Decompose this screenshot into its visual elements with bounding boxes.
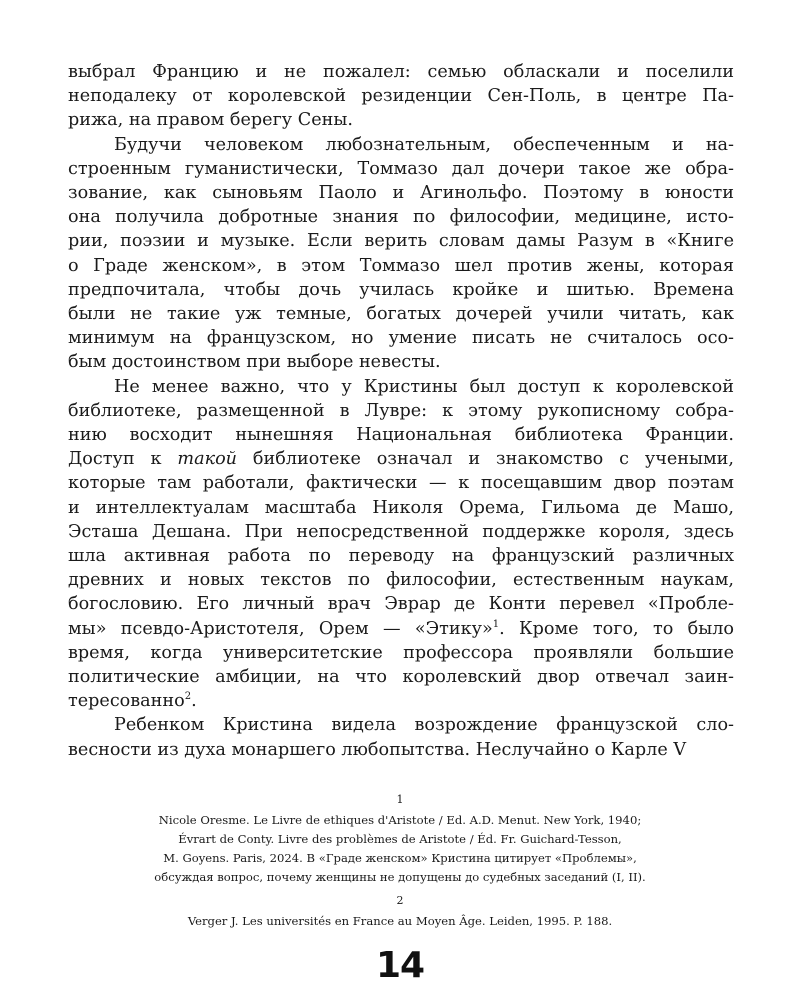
text-line: строенным гуманистически, Томмазо дал дочери такое же обра- bbox=[68, 158, 734, 179]
footnotes-section bbox=[100, 790, 700, 935]
text-line: мы» псевдо-Аристотеля, Орем — «Этику»$^1$. Кроме того, то было bbox=[68, 618, 734, 639]
paragraph bbox=[68, 133, 734, 375]
text-line: Эсташа Дешана. При непосредственной поддержке короля, здесь bbox=[68, 521, 734, 542]
text-line: она получила добротные знания по философии, медицине, исто- bbox=[68, 207, 734, 228]
text-line: Доступ к такой библиотеке означал и знакомство с учеными, bbox=[68, 449, 734, 470]
text-line: Не менее важно, что у Кристины был доступ к королевской bbox=[114, 376, 734, 397]
paragraph bbox=[68, 60, 734, 133]
text-line: древних и новых текстов по философии, естественным наукам, bbox=[68, 570, 734, 591]
text-line: и интеллектуалам масштаба Николя Орема, Гильома де Машо, bbox=[68, 497, 734, 518]
footnote-text-line: Évrart de Conty. Livre des problèmes de Aristote / Éd. Fr. Guichard-Tesson, bbox=[178, 832, 622, 846]
text-line: политические амбиции, на что королевский двор отвечал заин- bbox=[68, 667, 734, 688]
paragraph bbox=[68, 375, 734, 714]
text-line: бым достоинством при выборе невесты. bbox=[68, 352, 441, 373]
text-line: тересованно$^2$. bbox=[68, 691, 197, 712]
footnote bbox=[100, 891, 700, 931]
footnote-text-line: M. Goyens. Paris, 2024. В «Граде женском» Кристина цитирует «Проблемы», bbox=[163, 851, 637, 865]
page-number: 14 bbox=[375, 945, 425, 986]
footnote-reference[interactable]: 1 bbox=[492, 618, 500, 630]
text-line: богословию. Его личный врач Эврар де Конти перевел «Пробле- bbox=[68, 594, 734, 615]
footnote-reference[interactable]: 2 bbox=[184, 691, 192, 703]
text-line: рижа, на правом берегу Сены. bbox=[68, 110, 353, 131]
paragraph bbox=[68, 713, 734, 761]
text-line: рии, поэзии и музыке. Если верить словам дамы Разум в «Книге bbox=[68, 231, 734, 252]
footnote-text-line: обсуждая вопрос, почему женщины не допущены до судебных заседаний (I, II). bbox=[154, 870, 646, 884]
text-line: были не такие уж темные, богатых дочерей учили читать, как bbox=[68, 304, 734, 325]
footnote bbox=[100, 790, 700, 887]
text-line: неподалеку от королевской резиденции Сен-Поль, в центре Па- bbox=[68, 86, 734, 107]
text-line: библиотеке, размещенной в Лувре: к этому рукописному собра- bbox=[68, 400, 734, 421]
text-line: Ребенком Кристина видела возрождение французской сло- bbox=[114, 715, 734, 736]
main-text bbox=[68, 60, 734, 762]
footnote-number: 1 bbox=[396, 793, 404, 806]
text-line: которые там работали, фактически — к посещавшим двор поэтам bbox=[68, 473, 734, 494]
text-line: время, когда университетские профессора проявляли большие bbox=[68, 642, 734, 663]
text-line: о Граде женском», в этом Томмазо шел против жены, которая bbox=[68, 255, 734, 276]
text-line: весности из духа монаршего любопытства. Неслучайно о Карле V bbox=[68, 739, 687, 760]
footnote-text-line: Nicole Oresme. Le Livre de ethiques d'Aristote / Ed. A.D. Menut. New York, 1940; bbox=[158, 813, 642, 827]
footnote-number: 2 bbox=[396, 894, 404, 907]
text-line: Будучи человеком любознательным, обеспеченным и на- bbox=[114, 134, 734, 155]
footnote-text-line: Verger J. Les universités en France au Moyen Âge. Leiden, 1995. P. 188. bbox=[187, 914, 613, 928]
text-line: зование, как сыновьям Паоло и Агинольфо. Поэтому в юности bbox=[68, 183, 734, 204]
text-line: минимум на французском, но умение писать не считалось осо- bbox=[68, 328, 734, 349]
text-line: предпочитала, чтобы дочь училась кройке и шитью. Времена bbox=[68, 279, 734, 300]
text-line: шла активная работа по переводу на французский различных bbox=[68, 546, 734, 567]
text-line: выбрал Францию и не пожалел: семью обласкали и поселили bbox=[68, 62, 734, 82]
text-line: нию восходит нынешняя Национальная библиотека Франции. bbox=[68, 425, 734, 446]
